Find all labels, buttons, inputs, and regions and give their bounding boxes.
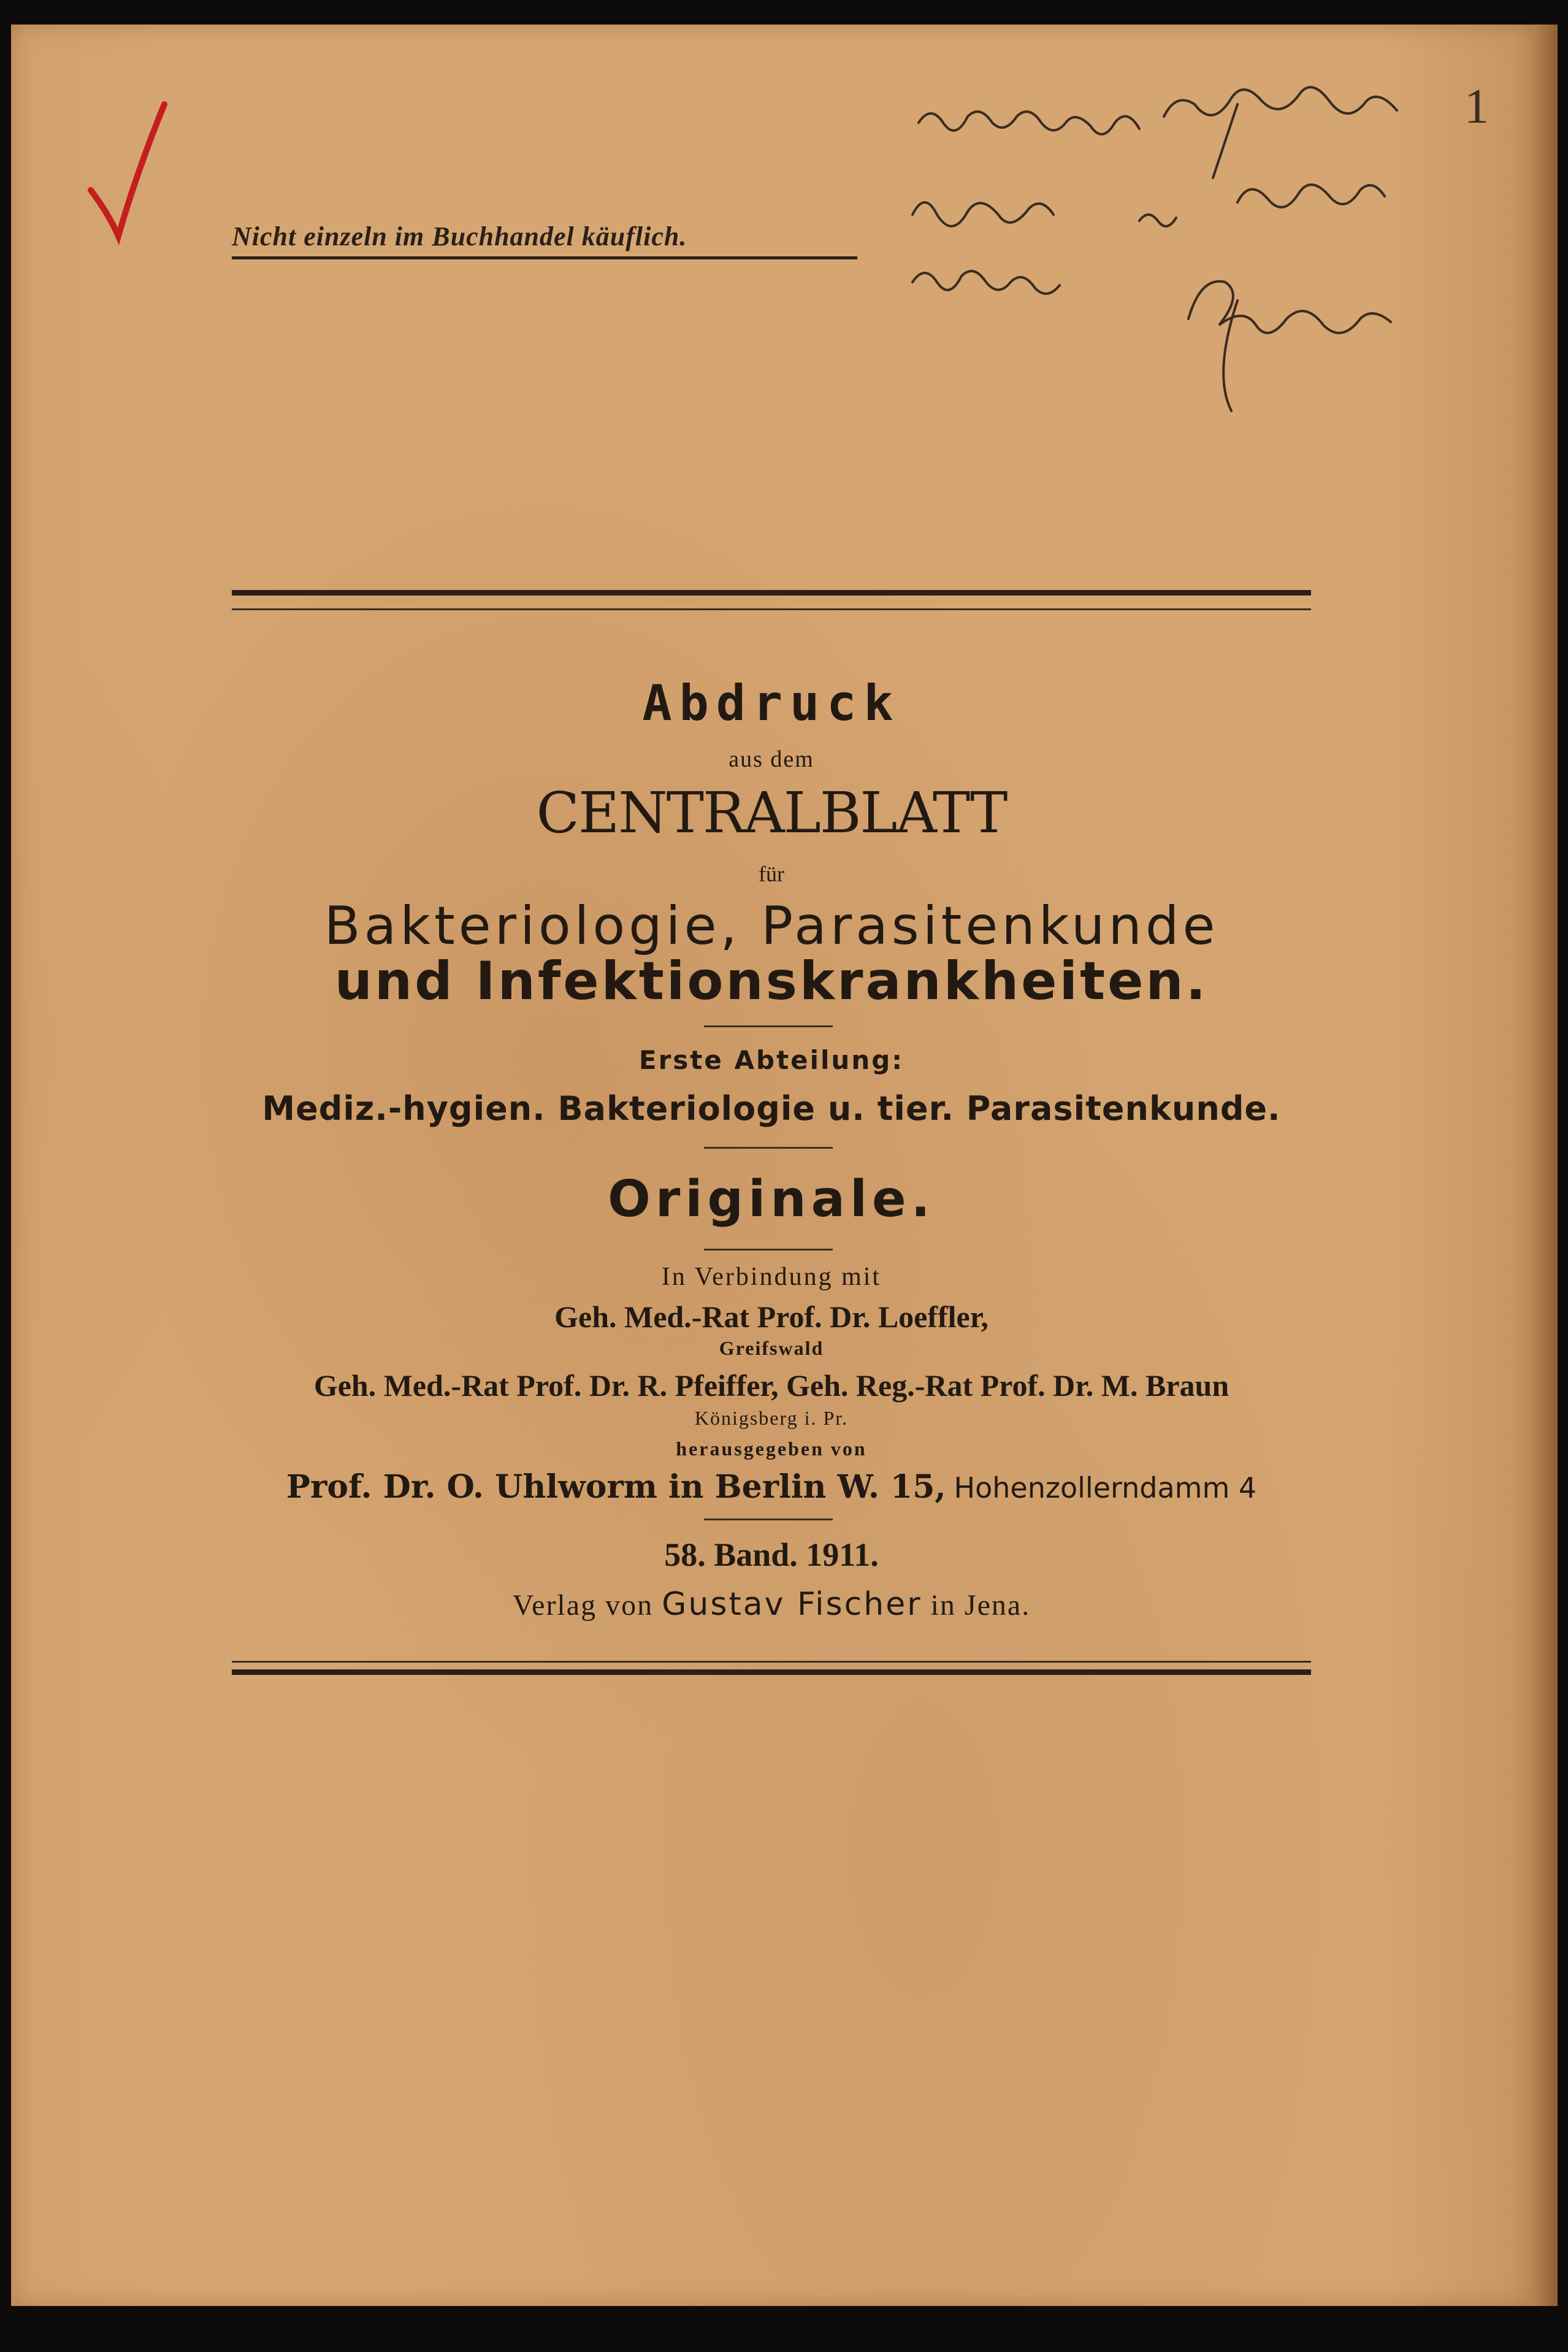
notice-underline xyxy=(232,256,857,259)
book-cover xyxy=(11,25,1532,2306)
divider-4 xyxy=(704,1519,833,1520)
editor-loeffler-place: Greifswald xyxy=(719,1337,824,1359)
title-aus-dem: aus dem xyxy=(729,746,814,772)
bottom-rule-thick xyxy=(232,1669,1311,1675)
subject-line-1: Bakteriologie, Parasitenkunde xyxy=(324,895,1219,957)
publisher-editor-line xyxy=(11,1468,1532,1506)
red-check-mark xyxy=(85,98,170,245)
publisher-address: Hohenzollerndamm 4 xyxy=(954,1471,1257,1504)
verlag-name: Gustav Fischer xyxy=(662,1586,922,1623)
title-fuer: für xyxy=(759,862,784,886)
sales-notice: Nicht einzeln im Buchhandel käuflich. xyxy=(232,221,687,251)
verlag-prefix: Verlag von xyxy=(512,1589,654,1622)
title-abdruck: Abdruck xyxy=(642,675,901,732)
top-rule-thin xyxy=(232,608,1311,610)
editors-intro: In Verbindung mit xyxy=(661,1263,882,1291)
bottom-rule-thin xyxy=(232,1661,1311,1663)
herausgegeben-von: herausgegeben von xyxy=(676,1438,867,1460)
book-edge xyxy=(1532,25,1558,2306)
top-rule-thick xyxy=(232,590,1311,596)
divider-1 xyxy=(704,1025,833,1027)
abteilung-subject: Mediz.-hygien. Bakteriologie u. tier. Parasitenkunde. xyxy=(262,1089,1281,1128)
abteilung-label: Erste Abteilung: xyxy=(638,1045,904,1075)
divider-2 xyxy=(704,1147,833,1149)
editor-loeffler: Geh. Med.-Rat Prof. Dr. Loeffler, xyxy=(554,1300,989,1334)
verlag-suffix: in Jena. xyxy=(930,1589,1031,1622)
subject-line-2: und Infektionskrankheiten. xyxy=(334,951,1209,1012)
handwritten-inscription xyxy=(894,80,1507,423)
publisher-editor: Prof. Dr. O. Uhlworm in Berlin W. 15, xyxy=(286,1468,946,1506)
publisher-line xyxy=(11,1586,1532,1623)
originale-heading: Originale. xyxy=(608,1170,935,1228)
journal-name: CENTRALBLATT xyxy=(536,780,1007,846)
volume-year: 58. Band. 1911. xyxy=(664,1536,879,1573)
editor-pfeiffer-braun: Geh. Med.-Rat Prof. Dr. R. Pfeiffer, Geh. Reg.-Rat Prof. Dr. M. Braun xyxy=(313,1368,1230,1403)
divider-3 xyxy=(704,1249,833,1251)
editor-braun-place: Königsberg i. Pr. xyxy=(694,1407,849,1429)
page-number-pencil: 1 xyxy=(1464,80,1489,134)
